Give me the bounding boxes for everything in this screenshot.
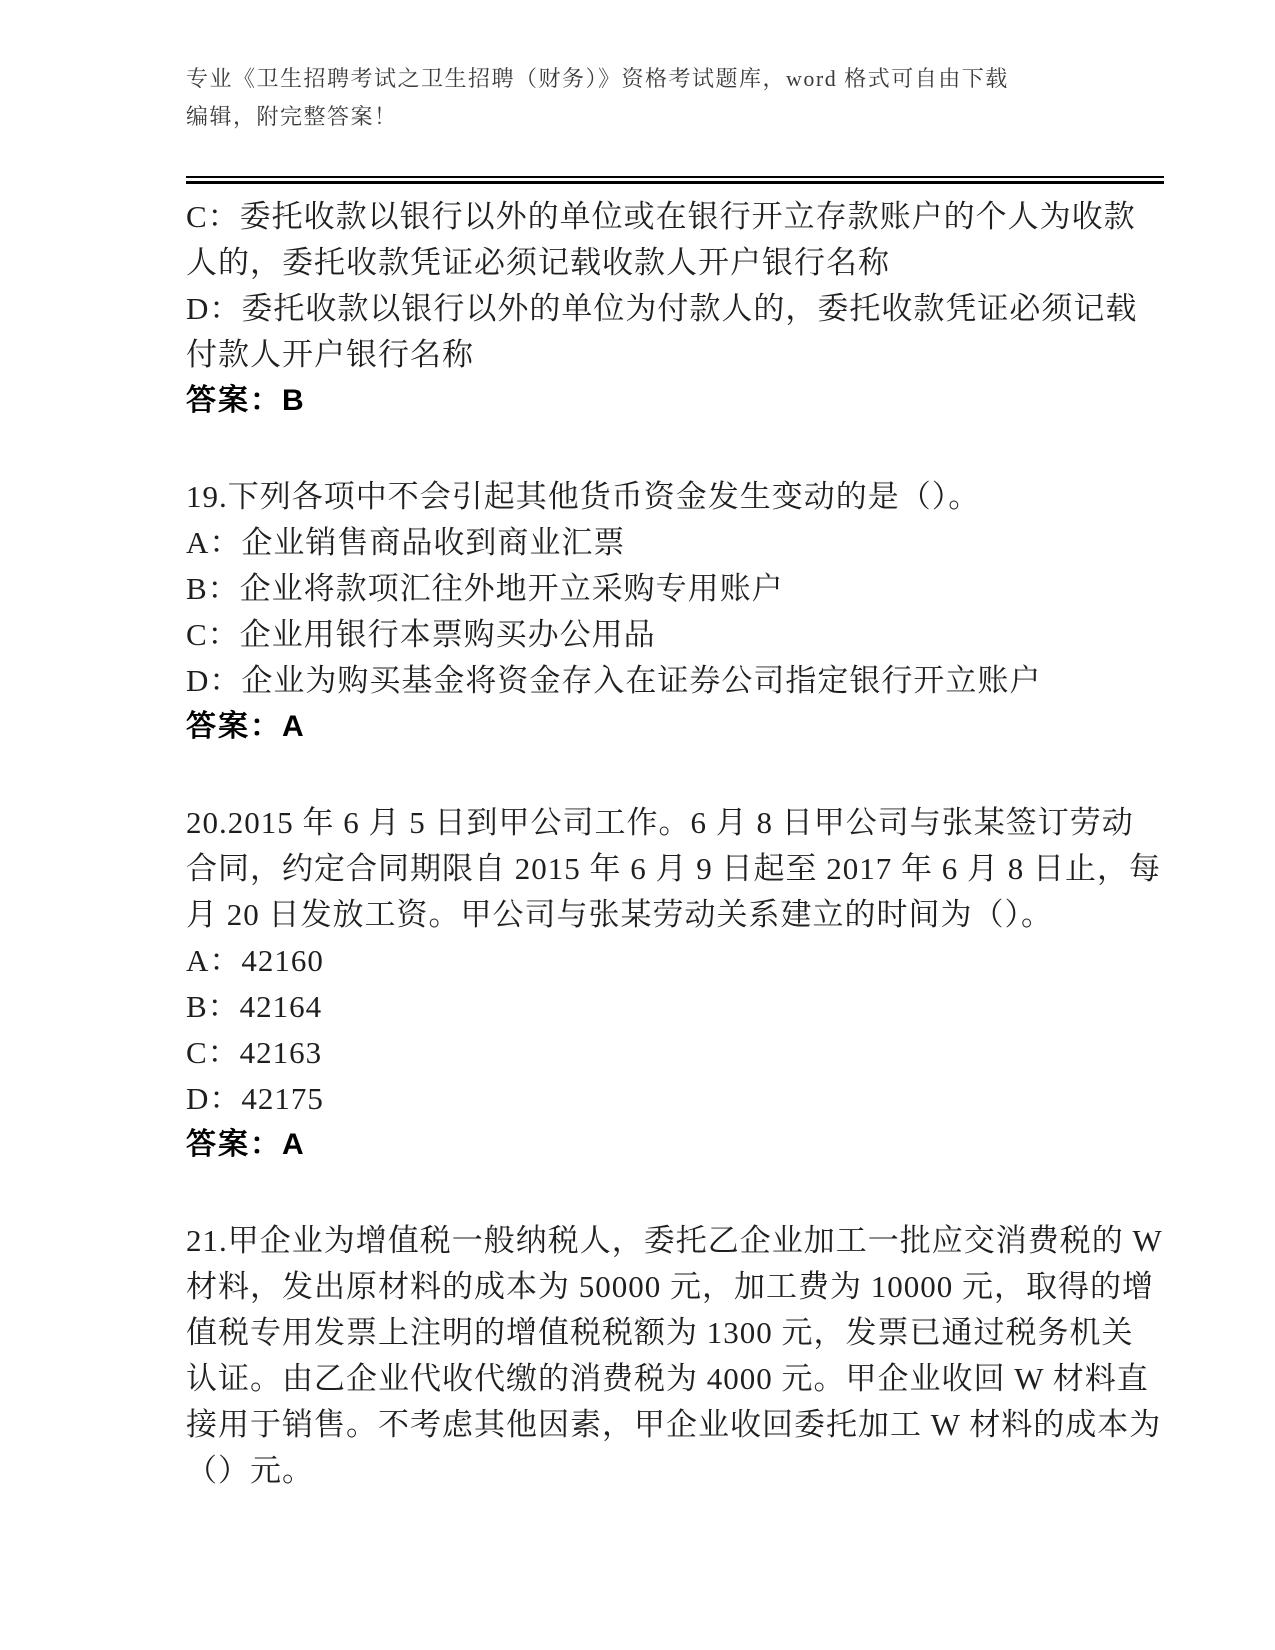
question-block: [186, 1218, 1164, 1494]
question-option: A：企业销售商品收到商业汇票: [186, 525, 626, 560]
page-content: [186, 60, 1164, 1494]
question-block: [186, 474, 1164, 750]
question-option: C：企业用银行本票购买办公用品: [186, 617, 656, 652]
question-block: [186, 800, 1164, 1168]
question-option: D：42175: [186, 1081, 324, 1116]
header-line-2: 编辑，附完整答案！: [186, 104, 398, 129]
question-list: [186, 194, 1164, 1494]
question-stem: 21.甲企业为增值税一般纳税人，委托乙企业加工一批应交消费税的 W 材料，发出原材料的成本为 50000 元，加工费为 10000 元，取得的增值税专用发票上注明的增值税税额为 1300 元，发票已通过税务机关认证。由乙企业代收代缴的消费税为 4000 元。甲企业收回 W 材料直接用于销售。不考虑其他因素，甲企业收回委托加工 W 材料的成本为（）元。: [186, 1223, 1163, 1488]
question-option: D：企业为购买基金将资金存入在证券公司指定银行开立账户: [186, 663, 1042, 698]
answer-line: 答案：A: [186, 710, 306, 743]
question-option: C：委托收款以银行以外的单位或在银行开立存款账户的个人为收款人的，委托收款凭证必须记载收款人开户银行名称: [186, 199, 1136, 280]
question-stem: 20.2015 年 6 月 5 日到甲公司工作。6 月 8 日甲公司与张某签订劳动合同，约定合同期限自 2015 年 6 月 9 日起至 2017 年 6 月 8 日止，每月 20 日发放工资。甲公司与张某劳动关系建立的时间为（）。: [186, 805, 1161, 932]
question-option: B：企业将款项汇往外地开立采购专用账户: [186, 571, 784, 606]
header-line-1: 专业《卫生招聘考试之卫生招聘（财务）》资格考试题库，word 格式可自由下载: [186, 66, 1009, 91]
question-option: D：委托收款以银行以外的单位为付款人的，委托收款凭证必须记载付款人开户银行名称: [186, 291, 1138, 372]
question-block: [186, 194, 1164, 424]
document-header: [186, 60, 1164, 136]
header-divider: [186, 176, 1164, 184]
question-option: C：42163: [186, 1035, 323, 1070]
question-option: A：42160: [186, 943, 324, 978]
answer-line: 答案：B: [186, 384, 306, 417]
question-option: B：42164: [186, 989, 323, 1024]
answer-line: 答案：A: [186, 1128, 306, 1161]
question-stem: 19.下列各项中不会引起其他货币资金发生变动的是（）。: [186, 479, 981, 514]
